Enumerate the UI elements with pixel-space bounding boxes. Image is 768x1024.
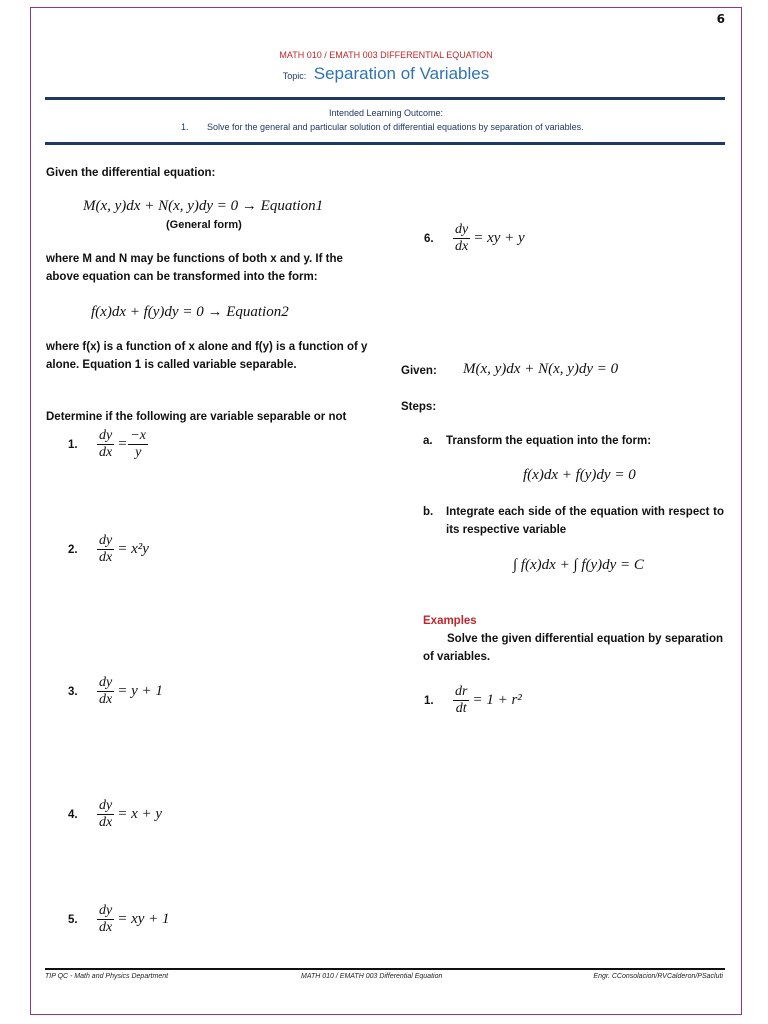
derivative-fraction bbox=[97, 428, 114, 461]
fraction-numerator: dy bbox=[99, 533, 113, 548]
ilo-divider bbox=[45, 142, 725, 145]
fraction-denominator: dx bbox=[99, 445, 113, 460]
ilo-item bbox=[181, 122, 584, 132]
general-form-note: (General form) bbox=[166, 219, 242, 231]
fraction-denominator: dx bbox=[99, 692, 113, 707]
equation-1: M(x, y)dx + N(x, y)dy = 0 → Equation1 bbox=[83, 198, 324, 214]
given-label: Given: bbox=[401, 365, 437, 377]
footer-divider bbox=[45, 968, 725, 970]
fraction-denominator: dx bbox=[99, 550, 113, 565]
problem-number: 6. bbox=[424, 232, 434, 245]
page-number: 6 bbox=[716, 12, 725, 26]
example-number: 1. bbox=[424, 694, 434, 707]
fraction-numerator: dy bbox=[99, 428, 113, 443]
paragraph-1: where M and N may be functions of both x and y. If the above equation can be transformed into the form: bbox=[46, 253, 343, 283]
problem-6 bbox=[424, 222, 525, 255]
derivative-fraction bbox=[97, 675, 114, 708]
fraction-numerator: dy bbox=[455, 222, 469, 237]
problem-1 bbox=[68, 428, 149, 461]
step-b-equation: ∫ f(x)dx + ∫ f(y)dy = C bbox=[513, 557, 644, 573]
example-1 bbox=[424, 684, 522, 717]
problem-rhs: = xy + 1 bbox=[117, 911, 170, 927]
topic-label: Topic: bbox=[282, 71, 307, 81]
steps-label: Steps: bbox=[401, 401, 437, 413]
fraction-denominator: dx bbox=[99, 815, 113, 830]
fraction-denominator: dx bbox=[99, 920, 113, 935]
problem-rhs: = x + y bbox=[117, 806, 163, 822]
equals-sign: = bbox=[117, 436, 128, 452]
problem-number: 1. bbox=[68, 438, 78, 451]
problem-rhs: = y + 1 bbox=[117, 683, 163, 699]
topic-heading bbox=[31, 64, 741, 84]
fraction-denominator: dx bbox=[455, 239, 469, 254]
intro-text: Given the differential equation: bbox=[46, 167, 216, 179]
determine-instruction: Determine if the following are variable separable or not bbox=[46, 411, 347, 423]
ilo-item-text: Solve for the general and particular solution of differential equations by separation of variables. bbox=[207, 122, 584, 132]
course-title: MATH 010 / EMATH 003 DIFFERENTIAL EQUATION bbox=[279, 50, 493, 60]
rhs-fraction bbox=[128, 428, 148, 461]
step-b-text: Integrate each side of the equation with respect to its respective variable bbox=[446, 506, 724, 536]
equation-2: f(x)dx + f(y)dy = 0 → Equation2 bbox=[91, 304, 289, 320]
derivative-fraction bbox=[97, 903, 114, 936]
header-divider bbox=[45, 97, 725, 100]
footer-authors: Engr. CConsolacion/RVCalderon/PSacluti bbox=[593, 973, 723, 980]
variable-separable-term: variable separable. bbox=[192, 359, 297, 371]
problem-4 bbox=[68, 798, 162, 831]
step-a-equation: f(x)dx + f(y)dy = 0 bbox=[523, 467, 636, 483]
step-a-text: Transform the equation into the form: bbox=[446, 435, 652, 447]
derivative-fraction bbox=[453, 222, 470, 255]
problem-2 bbox=[68, 533, 149, 566]
paragraph-2-text: where f(x) is a function of x alone and f(y) is a function of y alone. Equation 1 is called bbox=[46, 341, 368, 371]
derivative-fraction bbox=[97, 533, 114, 566]
problem-number: 5. bbox=[68, 913, 78, 926]
given-equation: M(x, y)dx + N(x, y)dy = 0 bbox=[463, 361, 619, 377]
examples-instruction: Solve the given differential equation by separation of variables. bbox=[423, 633, 723, 663]
derivative-fraction bbox=[97, 798, 114, 831]
step-a-label: a. bbox=[423, 435, 433, 447]
footer-course: MATH 010 / EMATH 003 Differential Equation bbox=[301, 973, 443, 980]
fraction-denominator: y bbox=[135, 445, 142, 460]
ilo-title: Intended Learning Outcome: bbox=[328, 108, 444, 118]
problem-3 bbox=[68, 675, 163, 708]
footer-department: TIP QC - Math and Physics Department bbox=[45, 973, 169, 980]
fraction-numerator: dy bbox=[99, 798, 113, 813]
fraction-numerator: −x bbox=[130, 428, 147, 443]
problem-rhs: = x²y bbox=[117, 541, 149, 557]
examples-heading: Examples bbox=[423, 615, 477, 627]
problem-5 bbox=[68, 903, 170, 936]
problem-number: 2. bbox=[68, 543, 78, 556]
fraction-numerator: dr bbox=[455, 684, 468, 699]
fraction-numerator: dy bbox=[99, 903, 113, 918]
topic-title: Separation of Variables bbox=[313, 64, 490, 83]
ilo-item-number: 1. bbox=[181, 122, 189, 132]
paragraph-2 bbox=[46, 338, 371, 374]
document-page bbox=[30, 7, 742, 1015]
fraction-numerator: dy bbox=[99, 675, 113, 690]
problem-rhs: = xy + y bbox=[473, 230, 525, 246]
step-b-label: b. bbox=[423, 506, 434, 518]
fraction-denominator: dt bbox=[455, 701, 467, 716]
example-rhs: = 1 + r² bbox=[472, 692, 522, 708]
problem-number: 3. bbox=[68, 685, 78, 698]
problem-number: 4. bbox=[68, 808, 78, 821]
derivative-fraction bbox=[453, 684, 469, 717]
